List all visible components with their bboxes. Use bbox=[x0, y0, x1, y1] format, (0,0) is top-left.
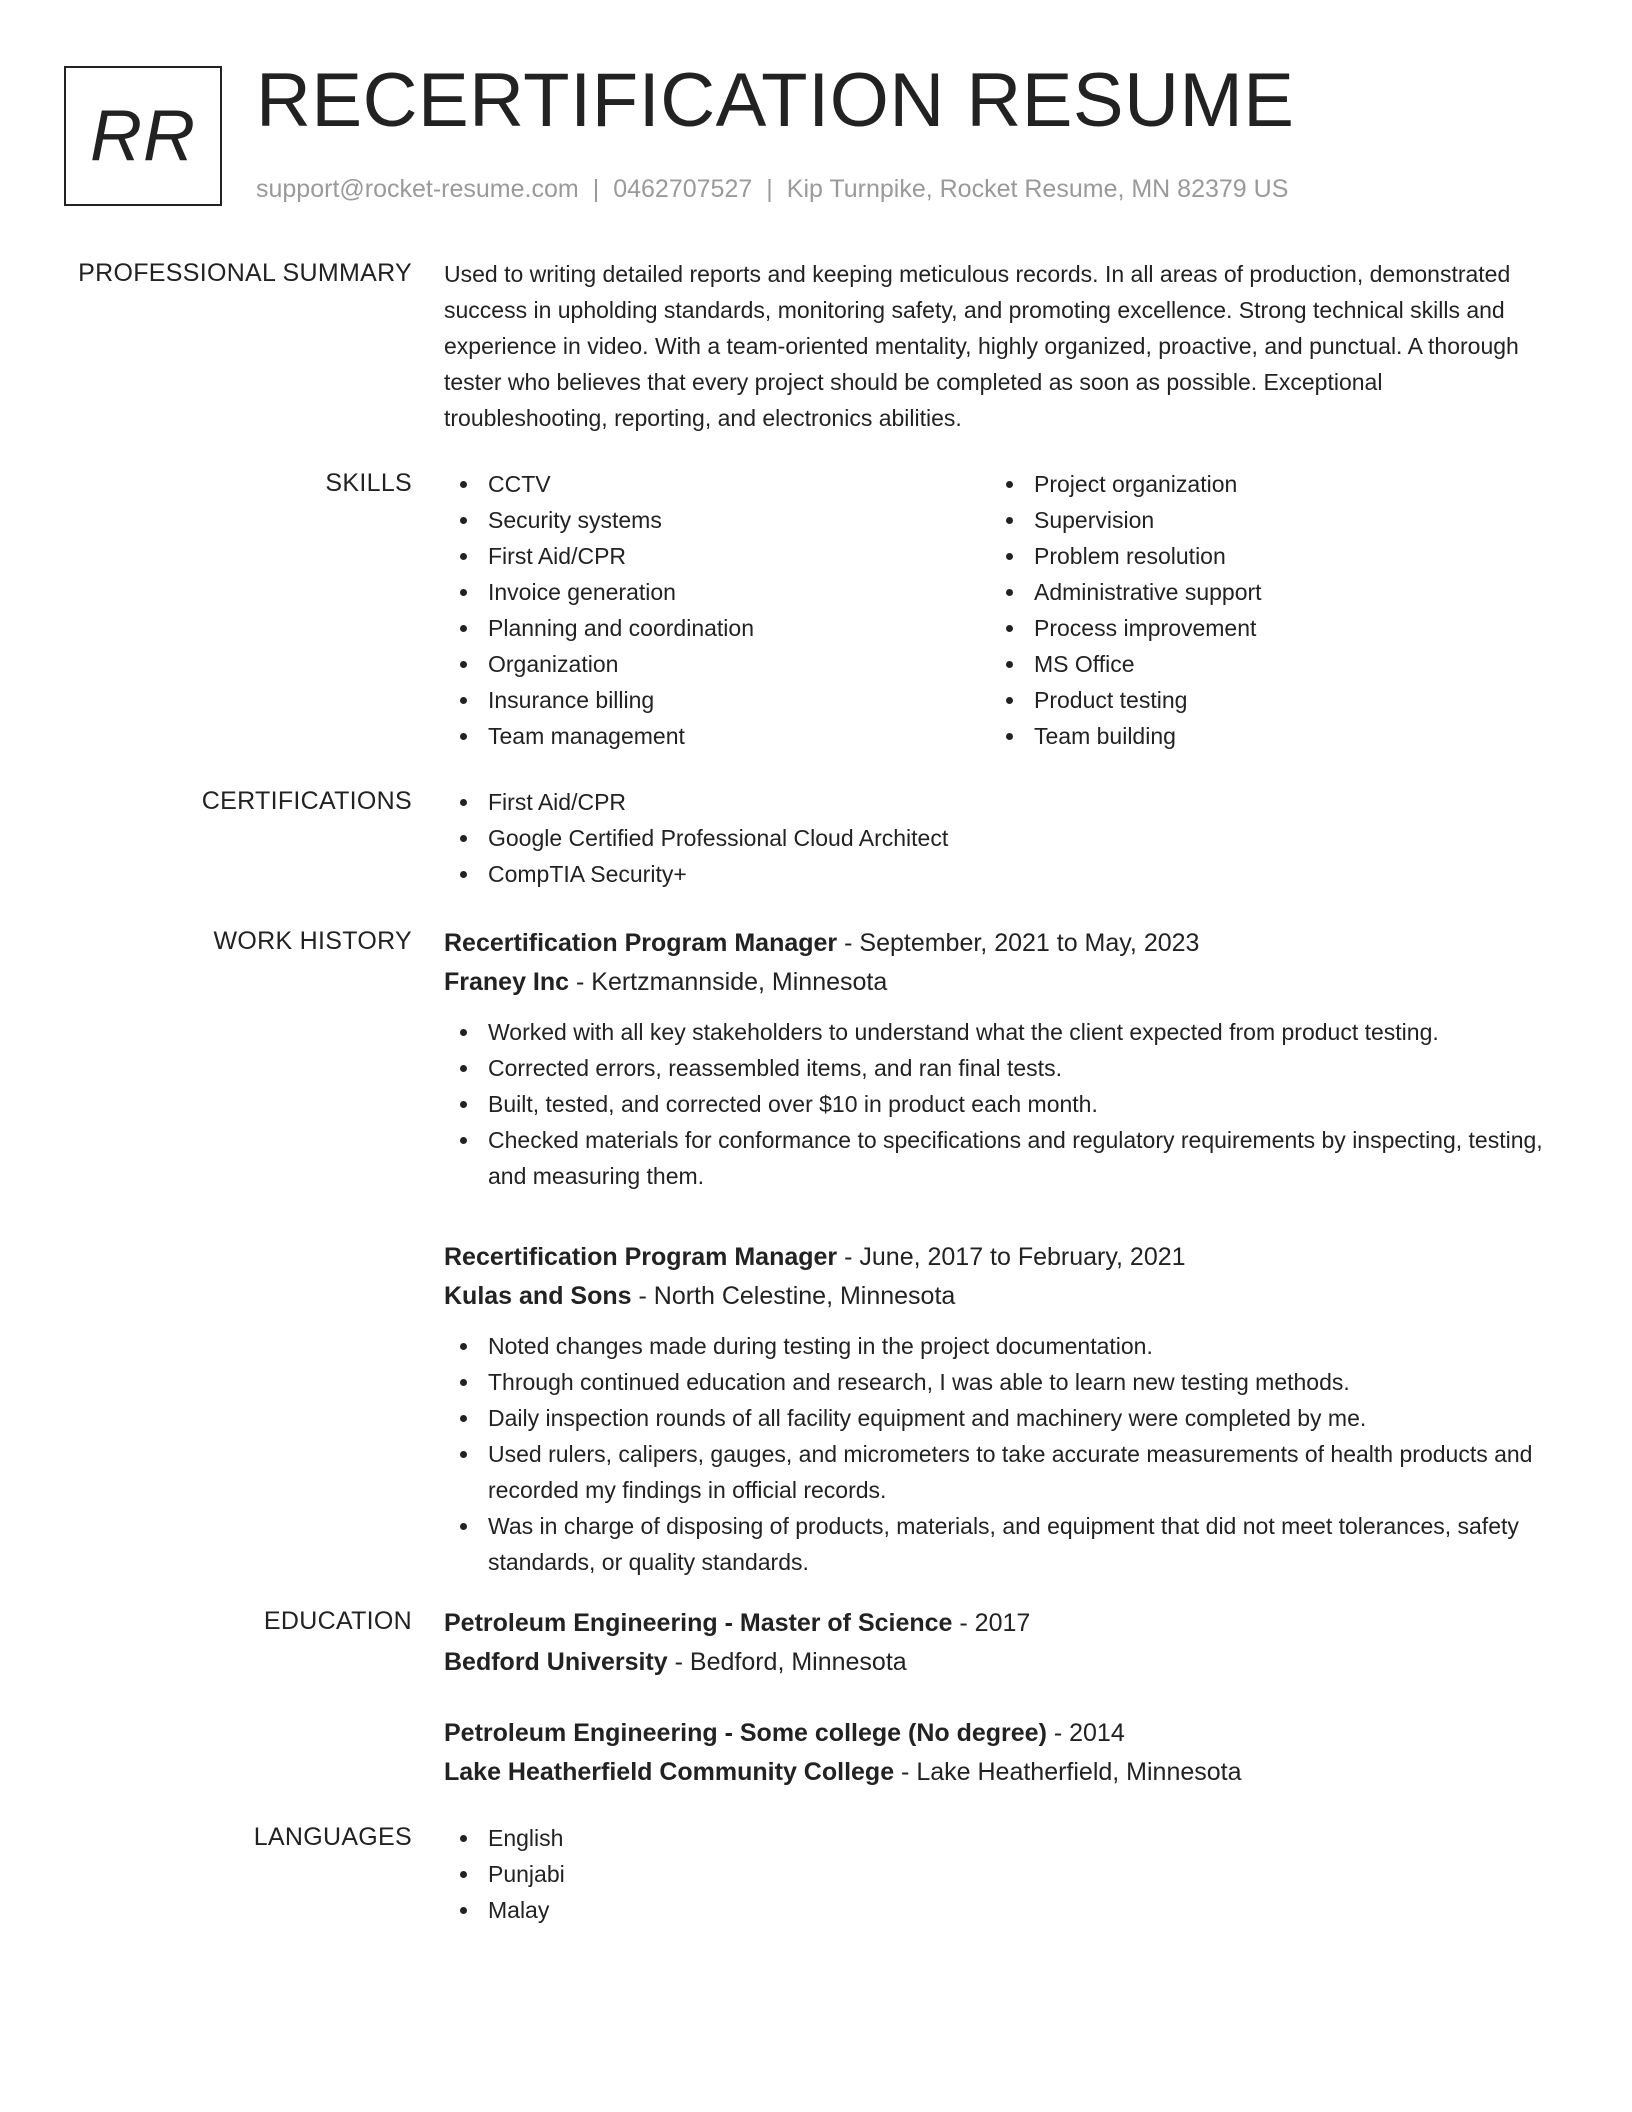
work-history-body bbox=[444, 924, 1544, 1624]
skill-item: Invoice generation bbox=[444, 574, 990, 610]
job-duty: Used rulers, calipers, gauges, and micrometers to take accurate measurements of health products and recorded my findings in official records. bbox=[444, 1436, 1544, 1508]
skill-item: Team management bbox=[444, 718, 990, 754]
job-duty: Was in charge of disposing of products, materials, and equipment that did not meet tolerances, safety standards, or quality standards. bbox=[444, 1508, 1544, 1580]
skill-item: Organization bbox=[444, 646, 990, 682]
education-body bbox=[444, 1604, 1544, 1824]
education-location: - Bedford, Minnesota bbox=[667, 1648, 907, 1676]
job-title: Recertification Program Manager bbox=[444, 1243, 838, 1271]
skill-item: Team building bbox=[990, 718, 1536, 754]
skill-item: Process improvement bbox=[990, 610, 1536, 646]
job-company: Franey Inc bbox=[444, 968, 570, 996]
education-degree: Petroleum Engineering - Master of Science bbox=[444, 1609, 953, 1637]
education-school-line bbox=[444, 1753, 1544, 1792]
job-duties bbox=[444, 1328, 1544, 1580]
certifications-heading: CERTIFICATIONS bbox=[201, 787, 412, 815]
job-company: Kulas and Sons bbox=[444, 1282, 632, 1310]
job-duty: Noted changes made during testing in the project documentation. bbox=[444, 1328, 1544, 1364]
job-duties bbox=[444, 1014, 1544, 1194]
certification-item: Google Certified Professional Cloud Architect bbox=[444, 820, 1544, 856]
contact-phone: 0462707527 bbox=[613, 175, 753, 203]
contact-email: support@rocket-resume.com bbox=[256, 175, 579, 203]
contact-line bbox=[256, 172, 1288, 206]
certification-item: CompTIA Security+ bbox=[444, 856, 1544, 892]
education-school-line bbox=[444, 1643, 1544, 1682]
education-degree-line bbox=[444, 1604, 1544, 1643]
summary-heading: PROFESSIONAL SUMMARY bbox=[78, 259, 412, 287]
job-dates: - June, 2017 to February, 2021 bbox=[837, 1243, 1186, 1271]
education-degree: Petroleum Engineering - Some college (No degree) bbox=[444, 1719, 1047, 1747]
skill-item: Supervision bbox=[990, 502, 1536, 538]
skill-item: Project organization bbox=[990, 466, 1536, 502]
contact-separator: | bbox=[592, 175, 600, 203]
education-degree-line bbox=[444, 1714, 1544, 1753]
education-school: Bedford University bbox=[444, 1648, 668, 1676]
certifications-body bbox=[444, 784, 1544, 892]
contact-address: Kip Turnpike, Rocket Resume, MN 82379 US bbox=[786, 175, 1289, 203]
job-duty: Checked materials for conformance to specifications and regulatory requirements by inspecting, testing, and measuring them. bbox=[444, 1122, 1544, 1194]
resume-title: RECERTIFICATION RESUME bbox=[256, 58, 1295, 143]
job-dates: - September, 2021 to May, 2023 bbox=[837, 929, 1200, 957]
skill-item: First Aid/CPR bbox=[444, 538, 990, 574]
job-title-line bbox=[444, 924, 1544, 963]
education-location: - Lake Heatherfield, Minnesota bbox=[894, 1758, 1242, 1786]
job-duty: Daily inspection rounds of all facility equipment and machinery were completed by me. bbox=[444, 1400, 1544, 1436]
skill-item: Insurance billing bbox=[444, 682, 990, 718]
job-title-line bbox=[444, 1238, 1544, 1277]
contact-separator: | bbox=[766, 175, 773, 203]
work-history-heading: WORK HISTORY bbox=[213, 927, 412, 955]
skill-item: Planning and coordination bbox=[444, 610, 990, 646]
skill-item: Administrative support bbox=[990, 574, 1536, 610]
certification-item: First Aid/CPR bbox=[444, 784, 1544, 820]
skills-body bbox=[444, 466, 1544, 754]
job-duty: Through continued education and research, I was able to learn new testing methods. bbox=[444, 1364, 1544, 1400]
job-duty: Corrected errors, reassembled items, and ran final tests. bbox=[444, 1050, 1544, 1086]
job-entry bbox=[444, 1238, 1544, 1580]
summary-body bbox=[444, 256, 1544, 436]
monogram-badge: RR bbox=[64, 66, 222, 206]
skill-item: MS Office bbox=[990, 646, 1536, 682]
job-company-line bbox=[444, 963, 1544, 1002]
language-item: English bbox=[444, 1820, 1544, 1856]
summary-text: Used to writing detailed reports and keeping meticulous records. In all areas of production, demonstrated success in upholding standards, monitoring safety, and promoting excellence. Strong technical skills and experience in video. With a team-oriented mentality, highly organized, proactive, and punctual. A thorough tester who believes that every project should be completed as soon as possible. Exceptional troubleshooting, reporting, and electronics abilities. bbox=[444, 261, 1519, 431]
education-year: - 2014 bbox=[1046, 1719, 1125, 1747]
job-duty: Built, tested, and corrected over $10 in product each month. bbox=[444, 1086, 1544, 1122]
job-entry bbox=[444, 924, 1544, 1194]
certifications-list bbox=[444, 784, 1544, 892]
skill-item: Problem resolution bbox=[990, 538, 1536, 574]
skill-item: Product testing bbox=[990, 682, 1536, 718]
education-heading: EDUCATION bbox=[263, 1607, 412, 1635]
education-entry bbox=[444, 1604, 1544, 1682]
skills-list-left bbox=[444, 466, 990, 754]
education-school: Lake Heatherfield Community College bbox=[444, 1758, 895, 1786]
job-company-line bbox=[444, 1277, 1544, 1316]
skill-item: CCTV bbox=[444, 466, 990, 502]
job-location: - Kertzmannside, Minnesota bbox=[569, 968, 888, 996]
skill-item: Security systems bbox=[444, 502, 990, 538]
language-item: Malay bbox=[444, 1892, 1544, 1928]
job-title: Recertification Program Manager bbox=[444, 929, 838, 957]
education-entry bbox=[444, 1714, 1544, 1792]
languages-list bbox=[444, 1820, 1544, 1928]
skills-list-right bbox=[990, 466, 1536, 754]
job-location: - North Celestine, Minnesota bbox=[631, 1282, 956, 1310]
education-year: - 2017 bbox=[952, 1609, 1031, 1637]
languages-body bbox=[444, 1820, 1544, 1928]
skills-heading: SKILLS bbox=[325, 469, 412, 497]
language-item: Punjabi bbox=[444, 1856, 1544, 1892]
languages-heading: LANGUAGES bbox=[253, 1823, 412, 1851]
job-duty: Worked with all key stakeholders to understand what the client expected from product testing. bbox=[444, 1014, 1544, 1050]
